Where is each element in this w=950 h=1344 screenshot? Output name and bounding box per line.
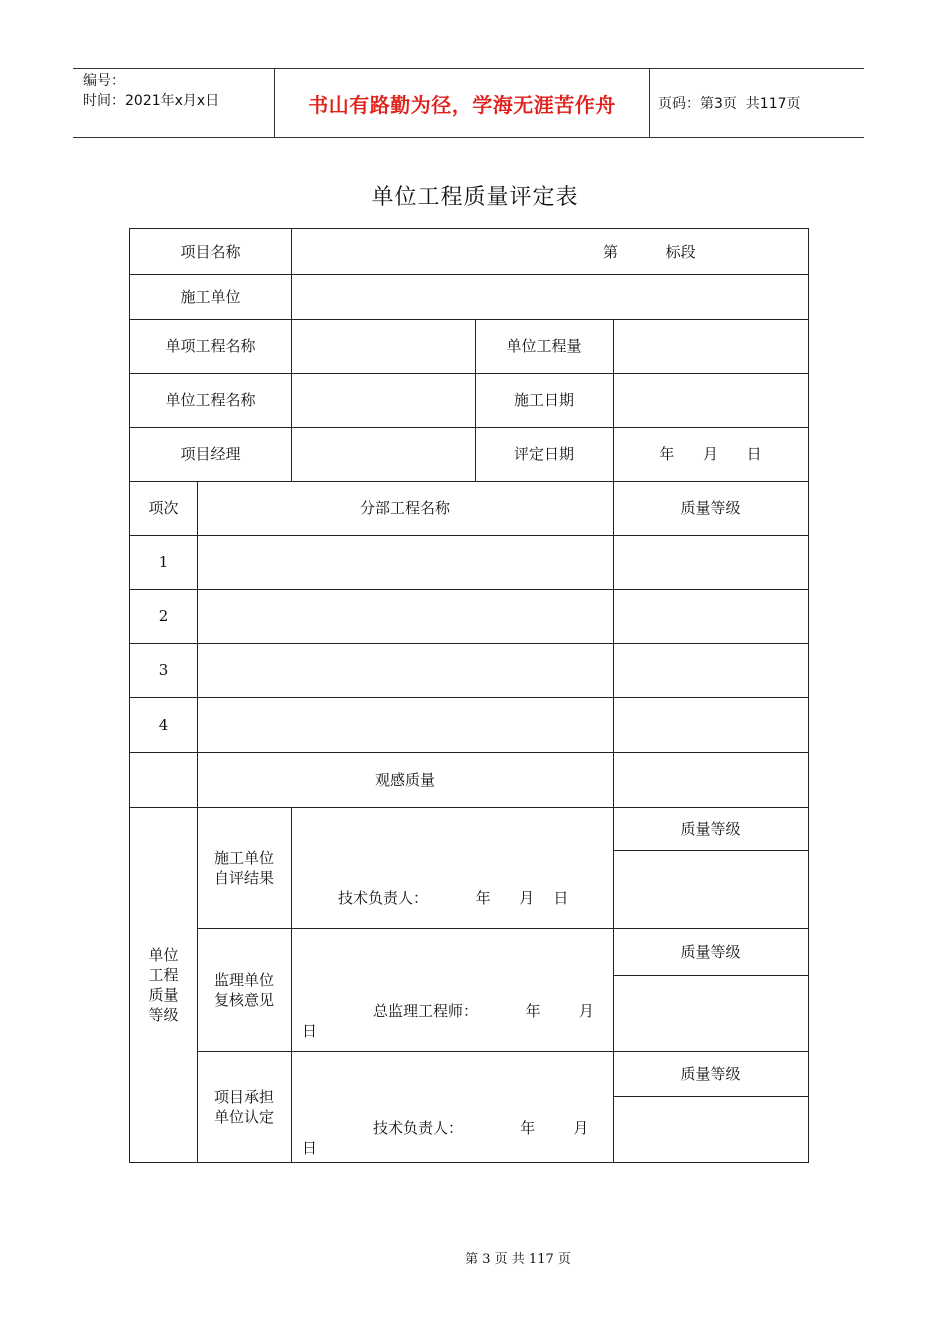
self-eval-signature: 技术负责人： 年 月 日 xyxy=(338,889,569,907)
unit-grade-label: 单位 工程 质量 等级 xyxy=(148,945,179,1024)
row-number: 3 xyxy=(158,661,169,679)
contractor-label: 施工单位 xyxy=(180,287,241,306)
col-index-header: 项次 xyxy=(148,499,179,517)
supervisor-label: 监理单位 复核意见 xyxy=(213,970,274,1009)
page-footer: 第 3 页 共 117 页 xyxy=(465,1252,571,1267)
header-divider xyxy=(649,69,650,137)
self-eval-grade-label: 质量等级 xyxy=(680,819,741,838)
page-title: 单位工程质量评定表 xyxy=(371,185,579,210)
evaluation-form xyxy=(129,228,809,1163)
section-label: 第 标段 xyxy=(603,243,696,261)
row-number: 2 xyxy=(158,607,169,625)
document-header xyxy=(73,68,864,138)
unit-name-label: 单位工程名称 xyxy=(165,391,256,409)
supervisor-signature: 总监理工程师： 年 月 xyxy=(373,1002,594,1020)
self-eval-label: 施工单位 自评结果 xyxy=(213,848,274,887)
single-item-name-label: 单项工程名称 xyxy=(165,337,256,355)
header-meta xyxy=(83,71,219,111)
col-grade-header: 质量等级 xyxy=(680,499,741,517)
project-name-label: 项目名称 xyxy=(180,242,241,261)
construction-date-label: 施工日期 xyxy=(513,391,574,409)
col-division-header: 分部工程名称 xyxy=(359,499,450,517)
owner-label: 项目承担 单位认定 xyxy=(213,1087,274,1126)
row-number: 1 xyxy=(158,553,169,571)
project-manager-label: 项目经理 xyxy=(180,445,241,463)
eval-date-blank: 年 月 日 xyxy=(659,445,762,463)
appearance-quality-label: 观感质量 xyxy=(374,770,435,789)
owner-signature: 技术负责人： 年 月 xyxy=(373,1119,589,1137)
supervisor-day: 日 xyxy=(302,1022,318,1040)
header-page-info: 页码：第3页 共117页 xyxy=(658,96,801,112)
row-number: 4 xyxy=(158,715,169,734)
eval-date-label: 评定日期 xyxy=(513,445,574,463)
number-label: 编号： xyxy=(83,73,125,89)
owner-day: 日 xyxy=(302,1139,318,1157)
owner-grade-label: 质量等级 xyxy=(680,1064,741,1083)
supervisor-grade-label: 质量等级 xyxy=(680,942,741,961)
time-label: 时间：2021年x月x日 xyxy=(83,93,220,109)
header-motto: 书山有路勤为径，学海无涯苦作舟 xyxy=(308,92,616,117)
unit-quantity-label: 单位工程量 xyxy=(506,337,582,355)
